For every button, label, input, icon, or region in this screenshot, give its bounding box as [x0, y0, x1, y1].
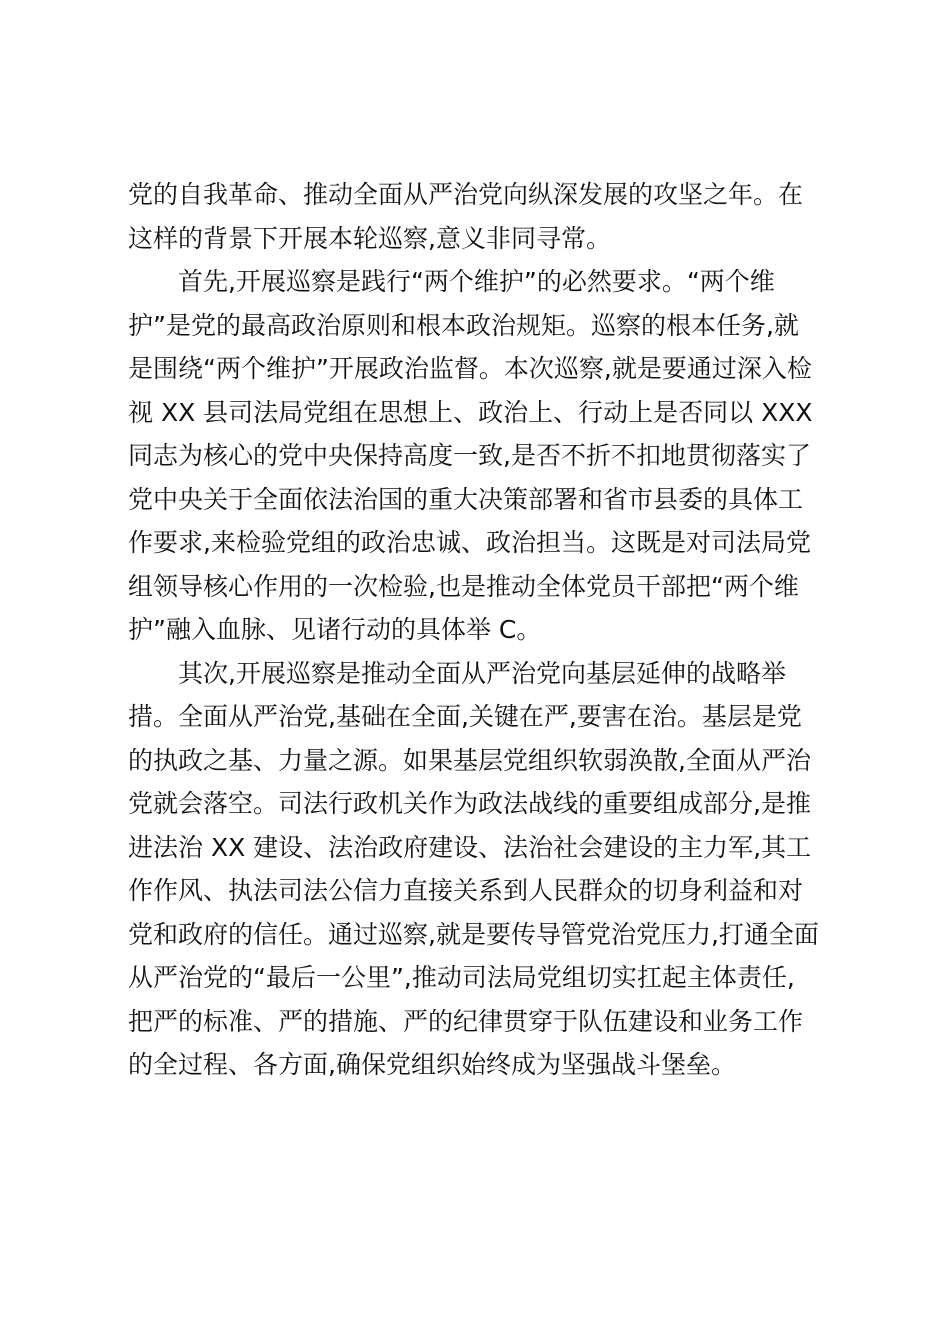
paragraph-intro: [128, 173, 848, 260]
text-line: 党和政府的信任。通过巡察,就是要传导管党治党压力,打通全面: [128, 919, 819, 949]
paragraph-first: [128, 260, 848, 652]
text-line: 同志为核心的党中央保持高度一致,是否不折不扣地贯彻落实了: [128, 441, 811, 470]
text-line: 措。全面从严治党,基础在全面,关键在严,要害在治。基层是党: [128, 702, 802, 731]
text-line: 作作风、执法司法公信力直接关系到人民群众的切身利益和对: [128, 876, 804, 905]
text-line: 党就会落空。司法行政机关作为政法战线的重要组成部分,是推: [128, 789, 811, 818]
paragraph-second: [128, 652, 848, 1087]
text-line: 是围绕“两个维护”开展政治监督。本次巡察,就是要通过深入检: [128, 354, 812, 383]
text-line: 护”是党的最高政治原则和根本政治规矩。巡察的根本任务,就: [128, 310, 799, 340]
text-line: 护”融入血脉、见诸行动的具体举 C。: [128, 615, 542, 644]
text-line: 组领导核心作用的一次检验,也是推动全体党员干部把“两个维: [128, 571, 799, 601]
text-line: 从严治党的“最后一公里”,推动司法局党组切实扛起主体责任,: [128, 963, 795, 992]
text-line: 进法治 XX 建设、法治政府建设、法治社会建设的主力军,其工: [128, 832, 812, 862]
text-line: 作要求,来检验党组的政治忠诚、政治担当。这既是对司法局党: [128, 528, 811, 557]
text-line: 这样的背景下开展本轮巡察,意义非同寻常。: [128, 223, 611, 253]
text-line: 其次,开展巡察是推动全面从严治党向基层延伸的战略举: [178, 658, 786, 688]
text-line: 首先,开展巡察是践行“两个维护”的必然要求。“两个维: [178, 267, 775, 296]
text-line: 党中央关于全面依法治国的重大决策部署和省市县委的具体工: [128, 484, 804, 514]
text-line: 党的自我革命、推动全面从严治党向纵深发展的攻坚之年。在: [128, 180, 804, 209]
body-text: [128, 173, 848, 1087]
text-line: 把严的标准、严的措施、严的纪律贯穿于队伍建设和业务工作: [128, 1006, 804, 1036]
text-line: 的全过程、各方面,确保党组织始终成为坚强战斗堡垒。: [128, 1050, 736, 1079]
text-line: 视 XX 县司法局党组在思想上、政治上、行动上是否同以 XXX: [128, 397, 813, 427]
text-line: 的执政之基、力量之源。如果基层党组织软弱涣散,全面从严治: [128, 745, 811, 775]
